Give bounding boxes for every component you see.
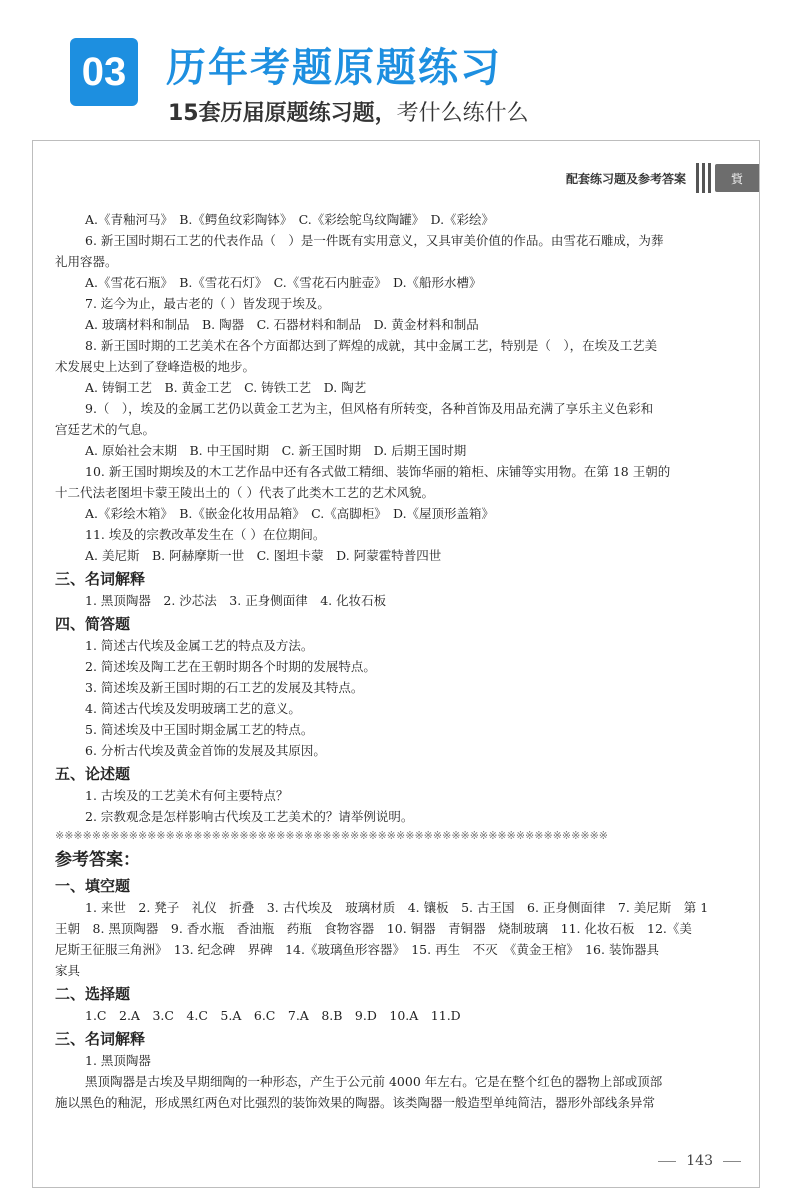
text-line: 7. 迄今为止，最古老的（ ）皆发现于埃及。 xyxy=(85,296,330,311)
text-line: A. 原始社会末期 B. 中王国时期 C. 新王国时期 D. 后期王国时期 xyxy=(85,443,467,458)
banner-title: 历年考题原题练习 xyxy=(166,45,502,91)
text-line: 11. 埃及的宗教改革发生在（ ）在位期间。 xyxy=(85,527,326,542)
section-heading: 三、名词解释 xyxy=(55,1030,146,1048)
book-page xyxy=(32,140,760,1188)
section-heading: 四、简答题 xyxy=(55,615,131,633)
text-line: A.《青釉河马》 B.《鳄鱼纹彩陶钵》 C.《彩绘鸵鸟纹陶罐》 D.《彩绘》 xyxy=(85,212,495,227)
banner-subtitle xyxy=(168,96,529,127)
text-line: 黑顶陶器是古埃及早期细陶的一种形态，产生于公元前 4000 年左右。它是在整个红色的器物上部或顶部 xyxy=(85,1074,663,1089)
page-header-text: 配套练习题及参考答案 xyxy=(565,171,686,186)
text-line: 6. 分析古代埃及黄金首饰的发展及其原因。 xyxy=(85,743,326,758)
text-line: 10. 新王国时期埃及的木工艺作品中还有各式做工精细、装饰华丽的箱柜、床铺等实用物。在第 18 王朝的 xyxy=(85,464,671,479)
header-bars-decoration xyxy=(696,163,711,193)
text-line: A.《雪花石瓶》 B.《雪花石灯》 C.《雪花石内脏壶》 D.《船形水槽》 xyxy=(85,275,482,290)
text-line: 6. 新王国时期石工艺的代表作品（ ）是一件既有实用意义，又具审美价值的作品。由雪花石雕成，为葬 xyxy=(85,233,664,248)
text-line: 9.（ ），埃及的金属工艺仍以黄金工艺为主，但风格有所转变，各种首饰及用品充满了享乐主义色彩和 xyxy=(85,401,654,416)
text-line: A. 美尼斯 B. 阿赫摩斯一世 C. 图坦卡蒙 D. 阿蒙霍特普四世 xyxy=(85,548,442,563)
text-line: 5. 简述埃及中王国时期金属工艺的特点。 xyxy=(85,722,314,737)
text-line: 施以黑色的釉泥，形成黑红两色对比强烈的装饰效果的陶器。该类陶器一般造型单纯简洁，器形外部线条异常 xyxy=(55,1095,656,1110)
text-line: 1. 简述古代埃及金属工艺的特点及方法。 xyxy=(85,638,314,653)
text-line: 3. 简述埃及新王国时期的石工艺的发展及其特点。 xyxy=(85,680,364,695)
text-line: 1. 古埃及的工艺美术有何主要特点？ xyxy=(85,788,289,803)
text-line: 1. 来世 2. 凳子 礼仪 折叠 3. 古代埃及 玻璃材质 4. 镶板 5. 古王国 6. 正身侧面律 7. 美尼斯 第 1 xyxy=(85,900,709,915)
section-heading: 三、名词解释 xyxy=(55,570,146,588)
banner-subtitle-bold: 15套历届原题练习题， xyxy=(168,101,397,126)
text-line: 王朝 8. 黑顶陶器 9. 香水瓶 香油瓶 药瓶 食物容器 10. 铜器 青铜器 烧制玻璃 11. 化妆石板 12.《美 xyxy=(55,921,692,936)
text-line: 2. 宗教观念是怎样影响古代埃及工艺美术的？请举例说明。 xyxy=(85,809,414,824)
text-line: 宫廷艺术的气息。 xyxy=(55,422,156,437)
text-line: 1.C 2.A 3.C 4.C 5.A 6.C 7.A 8.B 9.D 10.A 11.D xyxy=(85,1008,461,1023)
header-emblem-icon: 貲 xyxy=(715,164,759,192)
text-line: A.《彩绘木箱》 B.《嵌金化妆用品箱》 C.《高脚柜》 D.《屋顶形盖箱》 xyxy=(85,506,495,521)
section-number-badge: 03 xyxy=(70,38,138,106)
section-heading: 二、选择题 xyxy=(55,985,131,1003)
text-line: 1. 黑顶陶器 2. 沙芯法 3. 正身侧面律 4. 化妆石板 xyxy=(85,593,387,608)
text-line: 礼用容器。 xyxy=(55,254,118,269)
text-line: A. 玻璃材料和制品 B. 陶器 C. 石器材料和制品 D. 黄金材料和制品 xyxy=(85,317,479,332)
text-line: 1. 黑顶陶器 xyxy=(85,1053,151,1068)
page-body xyxy=(55,209,745,1113)
text-line: 4. 简述古代埃及发明玻璃工艺的意义。 xyxy=(85,701,301,716)
text-line: 术发展史上达到了登峰造极的地步。 xyxy=(55,359,256,374)
section-heading: 五、论述题 xyxy=(55,765,131,783)
page-number xyxy=(658,1153,741,1169)
section-heading: 参考答案： xyxy=(55,850,140,870)
text-line: A. 铸铜工艺 B. 黄金工艺 C. 铸铁工艺 D. 陶艺 xyxy=(85,380,367,395)
text-line: 尼斯王征服三角洲》 13. 纪念碑 界碑 14.《玻璃鱼形容器》 15. 再生 不灭 《黄金王棺》 16. 装饰器具 xyxy=(55,942,659,957)
page-number-text: 143 xyxy=(686,1153,713,1169)
page-header xyxy=(566,163,759,193)
section-heading: 一、填空题 xyxy=(55,877,131,895)
text-line: 8. 新王国时期的工艺美术在各个方面都达到了辉煌的成就，其中金属工艺，特别是（ ），在埃及工艺美 xyxy=(85,338,658,353)
text-line: 2. 简述埃及陶工艺在王朝时期各个时期的发展特点。 xyxy=(85,659,376,674)
banner-subtitle-rest: 考什么练什么 xyxy=(396,101,529,126)
text-line: 家具 xyxy=(55,963,81,978)
section-divider: ※※※※※※※※※※※※※※※※※※※※※※※※※※※※※※※※※※※※※※※※※※※※※※※※※※※※※※※※※※※※ xyxy=(55,829,609,842)
text-line: 十二代法老图坦卡蒙王陵出土的（ ）代表了此类木工艺的艺术风貌。 xyxy=(55,485,434,500)
